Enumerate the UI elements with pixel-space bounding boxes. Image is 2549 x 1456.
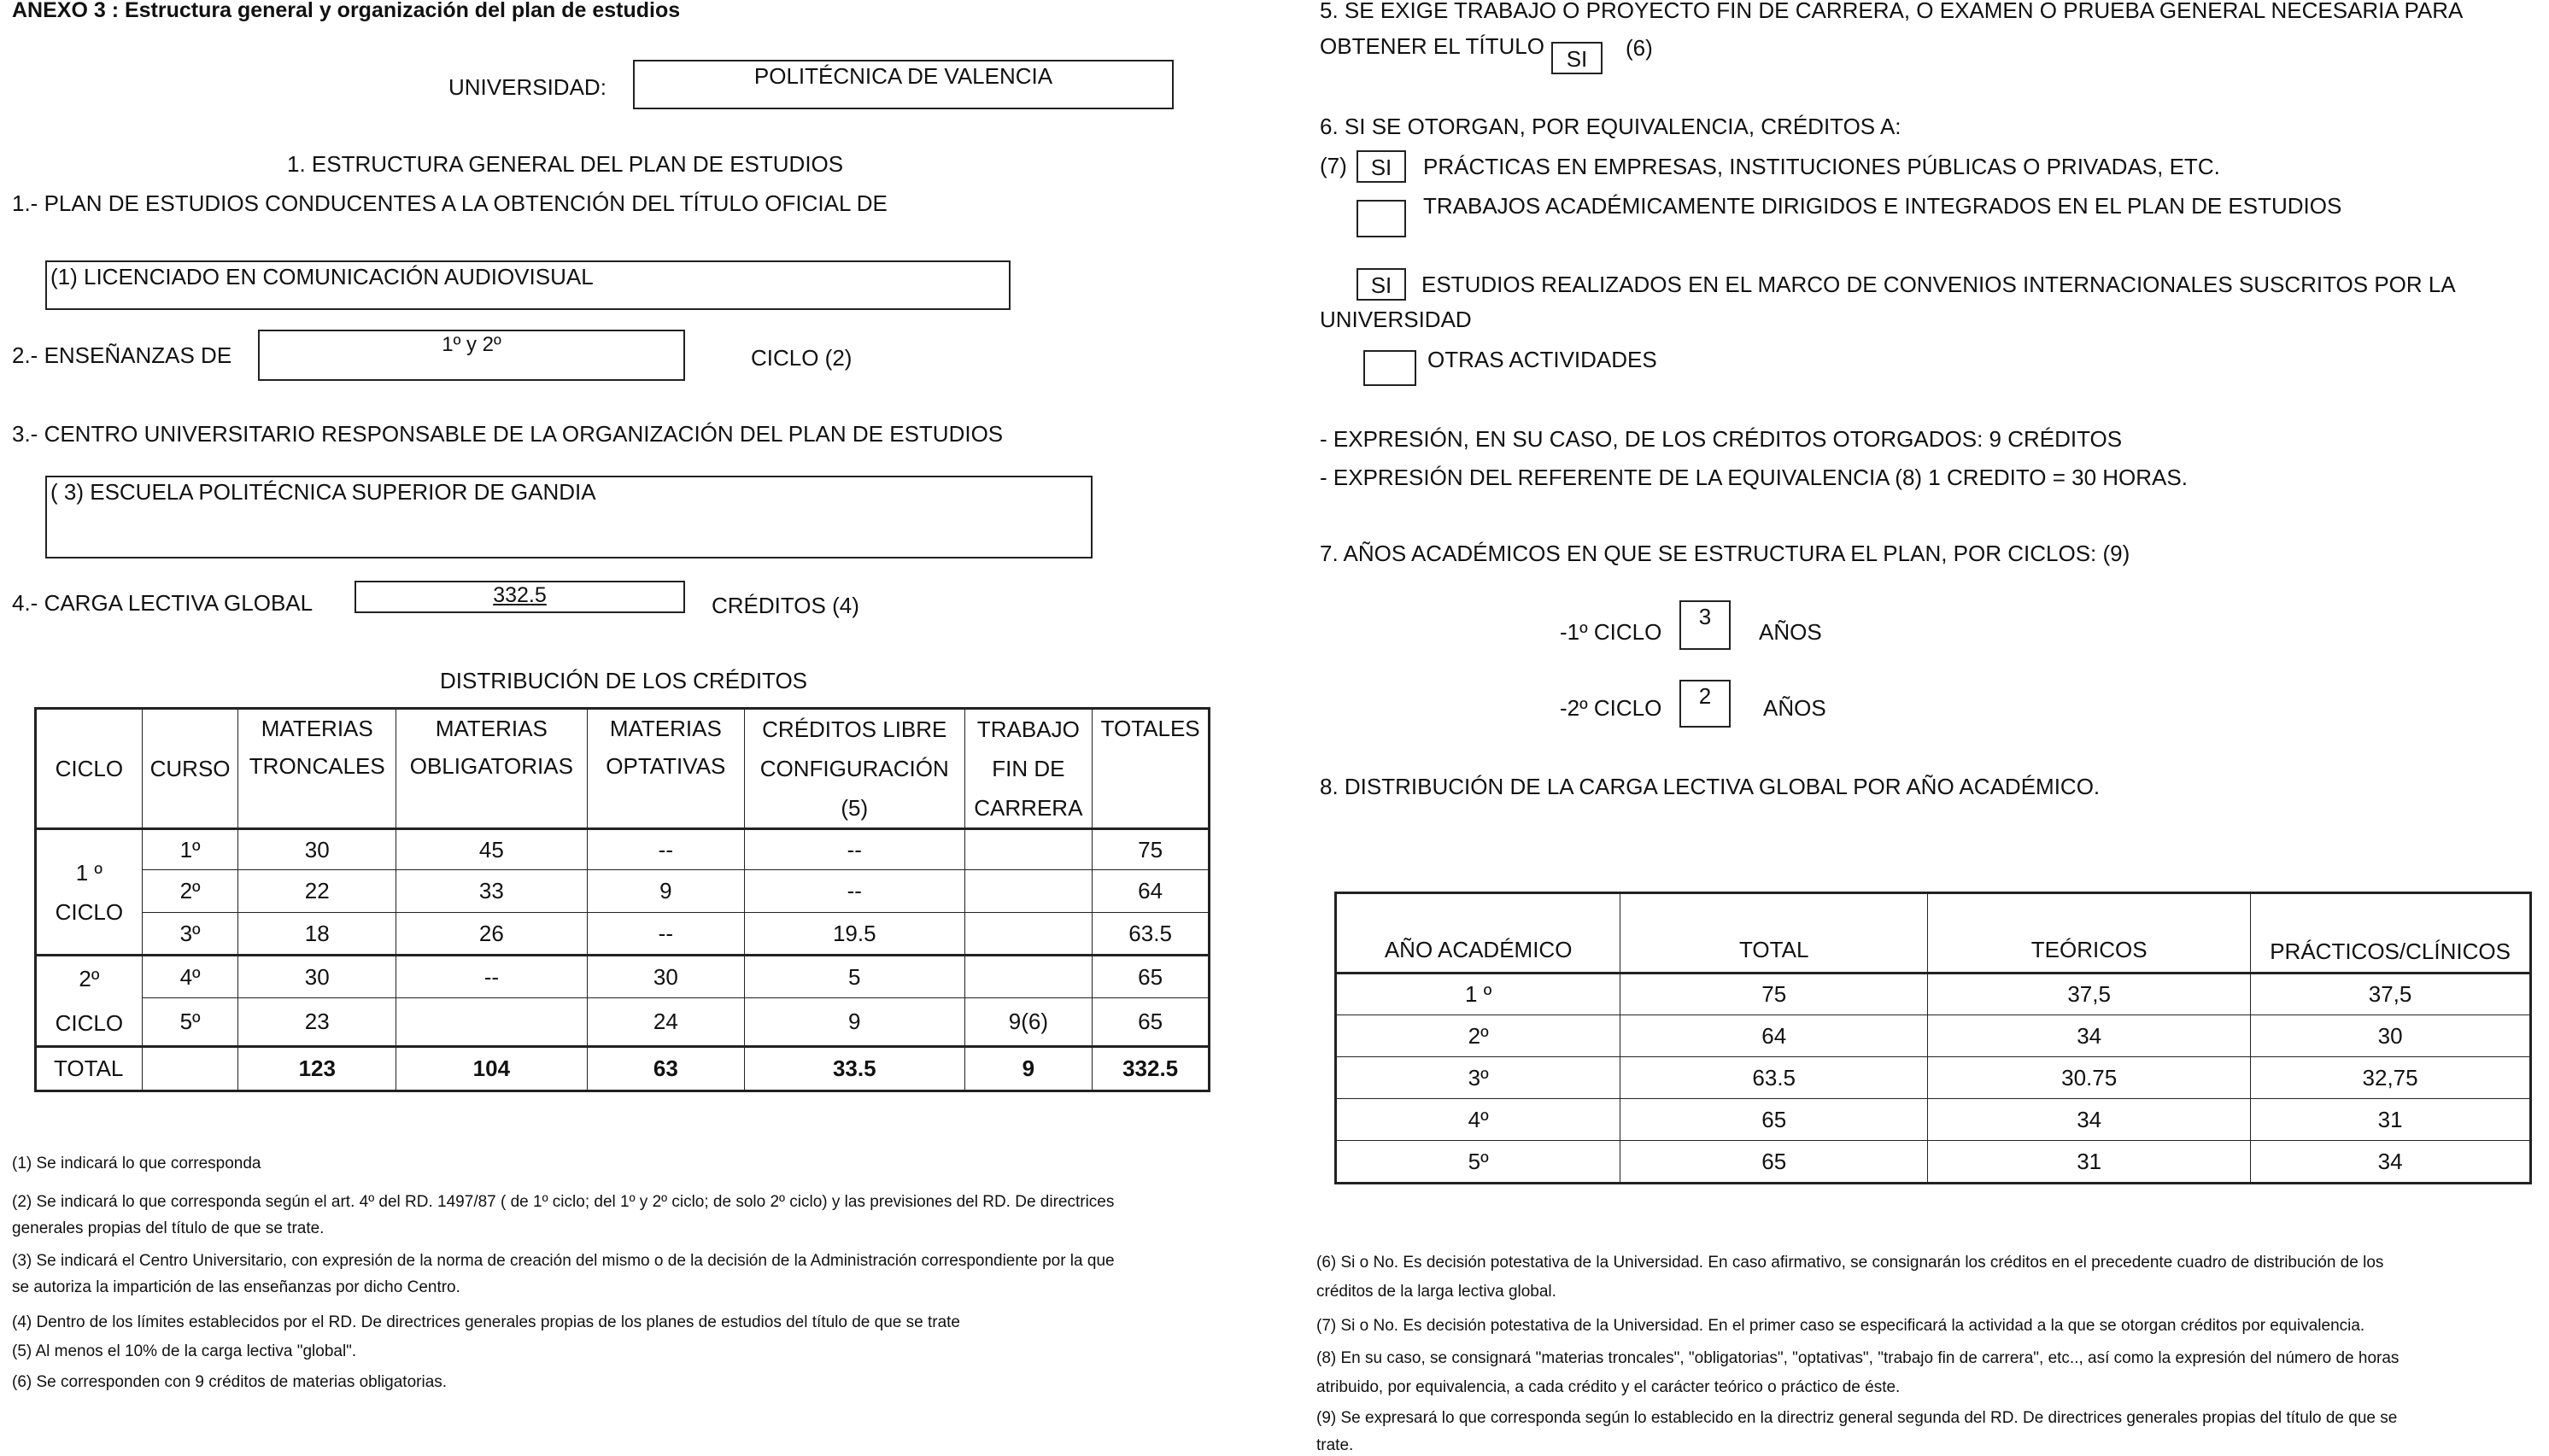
ensenanzas-field[interactable]	[258, 330, 685, 381]
table-row	[1336, 1099, 2531, 1141]
libre-cell: 19.5	[745, 913, 965, 956]
item2-suffix: CICLO (2)	[751, 345, 853, 371]
optativas-cell: --	[587, 913, 744, 956]
right-footnote: (8) En su caso, se consignará "materias troncales", "obligatorias", "optativas", "trabajo fin de carrera", etc.., así como la expresión del número de horas	[1316, 1349, 2400, 1367]
trabajo-cell	[964, 913, 1093, 956]
titulo-field[interactable]	[45, 260, 1011, 310]
header-ciclo: CICLO	[36, 709, 143, 829]
item6-title: 6. SI SE OTORGAN, POR EQUIVALENCIA, CRÉDITOS A:	[1320, 114, 1901, 139]
annex-title: ANEXO 3 : Estructura general y organización del plan de estudios	[12, 0, 681, 22]
anio-teoricos-cell: 34	[1928, 1099, 2251, 1141]
right-footnote: atribuido, por equivalencia, a cada crédito y el carácter teórico o práctico de éste.	[1316, 1378, 1901, 1396]
trabajo-cell: 9(6)	[964, 998, 1093, 1047]
anio-practicos-cell: 31	[2251, 1099, 2531, 1141]
header-totales: TOTALES	[1093, 709, 1210, 829]
optativas-cell: --	[587, 829, 744, 870]
curso-cell: 4º	[142, 956, 238, 998]
total-cell: 64	[1093, 870, 1210, 913]
ciclo1-cell	[36, 829, 143, 956]
anio-total-cell: 65	[1620, 1141, 1928, 1184]
anio-practicos-cell: 32,75	[2251, 1057, 2531, 1099]
ciclo2-label: -2º CICLO	[1560, 695, 1662, 721]
item5-line2: OBTENER EL TÍTULO	[1320, 33, 1544, 59]
table-row	[36, 870, 1210, 913]
ciclo1-years-value: 3	[1698, 604, 1712, 629]
header-optativas-line2: OPTATIVAS	[606, 753, 726, 779]
anio-practicos-cell: 30	[2251, 1015, 2531, 1057]
university-label: UNIVERSIDAD:	[448, 74, 606, 100]
ciclo2-line2: CICLO	[55, 1010, 124, 1036]
right-footnote: trate.	[1316, 1436, 1354, 1454]
header-libre	[745, 709, 965, 829]
left-footnote: se autoriza la impartición de las enseñanzas por dicho Centro.	[12, 1278, 460, 1296]
trabajo-fin-value: SI	[1566, 46, 1588, 72]
header-obligatorias-line1: MATERIAS	[435, 716, 548, 741]
header-obligatorias-line2: OBLIGATORIAS	[409, 753, 573, 779]
table-row	[36, 913, 1210, 956]
curso-cell: 2º	[142, 870, 238, 913]
libre-cell: --	[745, 829, 965, 870]
otras-checkbox[interactable]	[1363, 350, 1416, 386]
centro-field[interactable]	[45, 476, 1093, 558]
practicas-value: SI	[1370, 155, 1392, 180]
right-footnote: (9) Se expresará lo que corresponda según lo establecido en la directriz general segunda del RD. De directrices generales propias del título de que se	[1316, 1409, 2398, 1427]
anio-total-cell: 64	[1620, 1015, 1928, 1057]
university-field[interactable]	[633, 60, 1174, 109]
centro-value: ( 3) ESCUELA POLITÉCNICA SUPERIOR DE GANDIA	[50, 479, 596, 505]
ciclo1-unit: AÑOS	[1759, 619, 1822, 645]
total-cell: 75	[1093, 829, 1210, 870]
item5-note: (6)	[1626, 35, 1653, 61]
table-row	[1336, 1141, 2531, 1184]
trabajo-fin-checkbox[interactable]	[1551, 42, 1603, 74]
table-row	[36, 956, 1210, 998]
left-footnote: generales propias del título de que se trate.	[12, 1219, 325, 1237]
item3-label: 3.- CENTRO UNIVERSITARIO RESPONSABLE DE LA ORGANIZACIÓN DEL PLAN DE ESTUDIOS	[12, 421, 1004, 447]
anio-teoricos-cell: 37,5	[1928, 974, 2251, 1015]
table-row	[1336, 974, 2531, 1015]
anio-practicos-cell: 34	[2251, 1141, 2531, 1184]
optativas-cell: 9	[587, 870, 744, 913]
titulo-value: (1) LICENCIADO EN COMUNICACIÓN AUDIOVISUAL	[50, 264, 594, 289]
convenios-checkbox[interactable]	[1357, 268, 1406, 301]
right-footnote: créditos de la larga lectiva global.	[1316, 1283, 1556, 1301]
troncales-cell: 23	[238, 998, 396, 1047]
trabajo-cell	[964, 956, 1093, 998]
total-row	[36, 1047, 1210, 1091]
trabajo-cell	[964, 829, 1093, 870]
right-footnote: (7) Si o No. Es decisión potestativa de la Universidad. En el primer caso se especificará la actividad a la que se otorgan créditos por equivalencia.	[1316, 1317, 2365, 1335]
anio-teoricos-cell: 30.75	[1928, 1057, 2251, 1099]
section1-title: 1. ESTRUCTURA GENERAL DEL PLAN DE ESTUDIOS	[287, 151, 844, 177]
header-libre-line3: (5)	[841, 795, 869, 821]
header-total: TOTAL	[1620, 893, 1928, 974]
item7-title: 7. AÑOS ACADÉMICOS EN QUE SE ESTRUCTURA EL PLAN, POR CICLOS: (9)	[1320, 541, 2130, 566]
ciclo2-unit: AÑOS	[1763, 695, 1826, 721]
header-optativas-line1: MATERIAS	[609, 716, 722, 741]
header-anio: AÑO ACADÉMICO	[1336, 893, 1620, 974]
total-optativas: 63	[587, 1047, 744, 1091]
item6-prefix: (7)	[1320, 153, 1347, 178]
table-row	[1336, 1057, 2531, 1099]
header-libre-line2: CONFIGURACIÓN	[759, 756, 949, 781]
item2-label: 2.- ENSEÑANZAS DE	[12, 342, 232, 368]
table-row	[1336, 1015, 2531, 1057]
header-obligatorias	[396, 709, 588, 829]
trabajos-label: TRABAJOS ACADÉMICAMENTE DIRIGIDOS E INTEGRADOS EN EL PLAN DE ESTUDIOS	[1423, 193, 2342, 219]
anio-cell: 3º	[1336, 1057, 1620, 1099]
total-obligatorias: 104	[396, 1047, 588, 1091]
practicas-checkbox[interactable]	[1357, 150, 1406, 183]
ciclo2-years-value: 2	[1698, 683, 1712, 709]
anio-total-cell: 63.5	[1620, 1057, 1928, 1099]
anio-cell: 2º	[1336, 1015, 1620, 1057]
ensenanzas-value: 1º y 2º	[442, 333, 501, 356]
curso-cell: 3º	[142, 913, 238, 956]
anio-total-cell: 65	[1620, 1099, 1928, 1141]
header-practicos: PRÁCTICOS/CLÍNICOS	[2251, 893, 2531, 974]
optativas-cell: 30	[587, 956, 744, 998]
anio-cell: 1 º	[1336, 974, 1620, 1015]
anio-teoricos-cell: 31	[1928, 1141, 2251, 1184]
anio-total-cell: 75	[1620, 974, 1928, 1015]
libre-cell: 9	[745, 998, 965, 1047]
obligatorias-cell	[396, 998, 588, 1047]
carga-value: 332.5	[493, 583, 547, 607]
item5-line1: 5. SE EXIGE TRABAJO O PROYECTO FIN DE CARRERA, O EXAMEN O PRUEBA GENERAL NECESARIA PARA	[1320, 0, 2464, 23]
university-value: POLITÉCNICA DE VALENCIA	[753, 63, 1053, 89]
expr-creditos: - EXPRESIÓN, EN SU CASO, DE LOS CRÉDITOS OTORGADOS: 9 CRÉDITOS	[1320, 426, 2123, 452]
header-curso: CURSO	[142, 709, 238, 829]
ciclo1-line2: CICLO	[55, 898, 124, 925]
ciclo1-line1: 1 º	[75, 859, 103, 886]
curso-cell: 1º	[142, 829, 238, 870]
total-trabajo: 9	[964, 1047, 1093, 1091]
header-optativas	[587, 709, 744, 829]
troncales-cell: 30	[238, 956, 396, 998]
curso-cell	[142, 1047, 238, 1091]
header-teoricos: TEÓRICOS	[1928, 893, 2251, 974]
left-footnote: (1) Se indicará lo que corresponda	[12, 1155, 261, 1172]
header-troncales-line2: TRONCALES	[249, 753, 385, 779]
item4-label: 4.- CARGA LECTIVA GLOBAL	[12, 590, 313, 616]
anio-practicos-cell: 37,5	[2251, 974, 2531, 1015]
left-footnote: (4) Dentro de los límites establecidos por el RD. De directrices generales propias de los planes de estudios del título de que se trate	[12, 1313, 960, 1331]
right-footnote: (6) Si o No. Es decisión potestativa de la Universidad. En caso afirmativo, se consignarán los créditos en el precedente cuadro de distribución de los	[1316, 1254, 2384, 1272]
item1-label: 1.- PLAN DE ESTUDIOS CONDUCENTES A LA OBTENCIÓN DEL TÍTULO OFICIAL DE	[12, 190, 888, 216]
annual-load-table	[1334, 892, 2532, 1184]
left-footnote: (5) Al menos el 10% de la carga lectiva "global".	[12, 1342, 357, 1360]
item4-suffix: CRÉDITOS (4)	[712, 593, 859, 618]
convenios-value: SI	[1370, 272, 1392, 298]
dist-header-row	[36, 709, 1210, 829]
table-row	[36, 998, 1210, 1047]
dist-title: DISTRIBUCIÓN DE LOS CRÉDITOS	[440, 668, 808, 693]
otras-label: OTRAS ACTIVIDADES	[1427, 347, 1657, 372]
obligatorias-cell: 33	[396, 870, 588, 913]
header-troncales	[238, 709, 396, 829]
trabajos-checkbox[interactable]	[1357, 200, 1406, 237]
total-troncales: 123	[238, 1047, 396, 1091]
header-troncales-line1: MATERIAS	[261, 716, 373, 741]
ciclo2-cell	[36, 956, 143, 1047]
obligatorias-cell: --	[396, 956, 588, 998]
convenios-label-2: UNIVERSIDAD	[1320, 307, 1472, 332]
left-footnote: (2) Se indicará lo que corresponda según el art. 4º del RD. 1497/87 ( de 1º ciclo; del 1º y 2º ciclo; de solo 2º ciclo) y las previsiones del RD. De directrices	[12, 1193, 1115, 1211]
libre-cell: --	[745, 870, 965, 913]
anio-cell: 5º	[1336, 1141, 1620, 1184]
ciclo2-years-field[interactable]	[1679, 680, 1731, 728]
total-cell: 63.5	[1093, 913, 1210, 956]
troncales-cell: 18	[238, 913, 396, 956]
expr-equivalencia: - EXPRESIÓN DEL REFERENTE DE LA EQUIVALENCIA (8) 1 CREDITO = 30 HORAS.	[1320, 465, 2188, 490]
header-trabajo-line1: TRABAJO	[976, 716, 1080, 742]
total-cell: 65	[1093, 956, 1210, 998]
left-footnote: (3) Se indicará el Centro Universitario, con expresión de la norma de creación del mismo o de la decisión de la Administración correspondiente por la que	[12, 1252, 1115, 1270]
total-label-cell: TOTAL	[36, 1047, 143, 1091]
table-row	[36, 829, 1210, 870]
obligatorias-cell: 26	[396, 913, 588, 956]
curso-cell: 5º	[142, 998, 238, 1047]
trabajo-cell	[964, 870, 1093, 913]
practicas-label: PRÁCTICAS EN EMPRESAS, INSTITUCIONES PÚBLICAS O PRIVADAS, ETC.	[1423, 154, 2220, 179]
credits-distribution-table	[34, 707, 1210, 1092]
obligatorias-cell: 45	[396, 829, 588, 870]
anio-header-row	[1336, 893, 2531, 974]
carga-field[interactable]	[355, 581, 685, 613]
item8-title: 8. DISTRIBUCIÓN DE LA CARGA LECTIVA GLOBAL POR AÑO ACADÉMICO.	[1320, 774, 2101, 799]
libre-cell: 5	[745, 956, 965, 998]
header-trabajo-line2: FIN DE	[992, 756, 1065, 781]
convenios-label: ESTUDIOS REALIZADOS EN EL MARCO DE CONVENIOS INTERNACIONALES SUSCRITOS POR LA	[1421, 272, 2456, 297]
troncales-cell: 30	[238, 829, 396, 870]
header-libre-line1: CRÉDITOS LIBRE	[762, 716, 947, 742]
total-total: 332.5	[1093, 1047, 1210, 1091]
header-trabajo-line3: CARRERA	[974, 795, 1083, 821]
anio-cell: 4º	[1336, 1099, 1620, 1141]
ciclo1-years-field[interactable]	[1679, 600, 1731, 650]
left-footnote: (6) Se corresponden con 9 créditos de materias obligatorias.	[12, 1373, 448, 1391]
header-trabajo	[964, 709, 1093, 829]
ciclo1-label: -1º CICLO	[1560, 619, 1662, 645]
total-libre: 33.5	[745, 1047, 965, 1091]
anio-teoricos-cell: 34	[1928, 1015, 2251, 1057]
troncales-cell: 22	[238, 870, 396, 913]
total-cell: 65	[1093, 998, 1210, 1047]
optativas-cell: 24	[587, 998, 744, 1047]
ciclo2-line1: 2º	[79, 966, 100, 991]
